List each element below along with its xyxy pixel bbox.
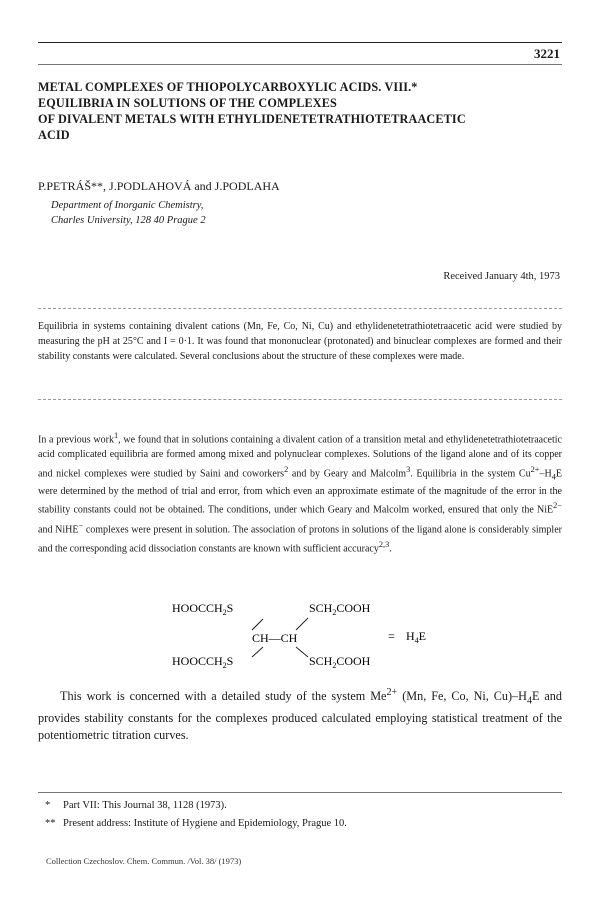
affiliation-line: Charles University, 128 40 Prague 2 <box>51 214 206 226</box>
abstract: Equilibria in systems containing divalent cations (Mn, Fe, Co, Ni, Cu) and ethylidenetetrathiotetraacetic acid were studied by measuring the pH at 25°C and I = 0·1. It was found that mononuclear (protonated) and binuclear complexes are formed and their stability constants were calculated. Several conclusions about the structure of these complexes were made. <box>38 321 562 362</box>
equals-sign: = <box>388 629 395 643</box>
footnote <box>45 818 347 829</box>
abstract-bottom-rule <box>38 399 562 400</box>
abstract-top-rule <box>38 308 562 309</box>
header-rule <box>38 64 562 65</box>
bond <box>296 647 308 657</box>
affiliation <box>51 199 206 228</box>
paragraph-2: This work is concerned with a detailed study of the system $Me^{2+}$ (Mn, Fe, Co, Ni, $Cu)-H_4E$ and provides stability constants for the complexes produced calculated employing statistical treatment of the potentiometric titration curves. <box>38 687 562 742</box>
bond <box>252 619 263 630</box>
top-rule <box>38 42 562 43</box>
paragraph-1: In a previous work$^1$, we found that in solutions containing a divalent cation of a transition metal and ethylidenetetrathiotetraacetic acid complicated equilibria are formed among mixed and polynuclear complexes. Solutions of the ligand alone and of its copper and nickel complexes were studied by Saini and coworkers$^2$ and by Geary and Malcolm$^3$. Equilibria in the system $Cu^{2+}-H_4E$ were determined by the method of trial and error, from which even an approximate estimate of the magnitude of the error in the stability constants could not be obtained. The conditions, under which Geary and Malcolm worked, ensured that only the NiE$^{2-}$ and NiHE− complexes were present in solution. The association of protons in solutions of the ligand alone is considerably simpler and the corresponding acid dissociation constants are known with sufficient accuracy$^{2,3}$. <box>38 431 562 554</box>
footnote-text: Present address: Institute of Hygiene and Epidemiology, Prague 10. <box>63 818 347 829</box>
group-top-right: $SCH_2COOH$ <box>309 601 371 617</box>
group-top-left: $HOOCCH_2S$ <box>172 601 234 617</box>
central-chain: CH—CH <box>252 631 298 645</box>
title-line: METAL COMPLEXES OF THIOPOLYCARBOXYLIC ACIDS. VIII.* <box>38 80 418 94</box>
affiliation-line: Department of Inorganic Chemistry, <box>51 200 204 211</box>
footnote-mark: ** <box>45 818 56 829</box>
footnote <box>45 800 227 811</box>
title-line: OF DIVALENT METALS WITH ETHYLIDENETETRATHIOTETRAACETIC <box>38 112 466 126</box>
title-line: ACID <box>38 128 70 142</box>
bond <box>252 647 263 657</box>
article-title <box>38 79 562 143</box>
group-bottom-right: $SCH_2COOH$ <box>309 654 371 670</box>
ligand-structure <box>150 596 470 676</box>
page-number: 3221 <box>534 46 560 61</box>
group-bottom-left: $HOOCCH_2S$ <box>172 654 234 670</box>
title-line: EQUILIBRIA IN SOLUTIONS OF THE COMPLEXES <box>38 96 337 110</box>
ligand-symbol: $H_4E$ <box>406 629 427 645</box>
footnote-mark: * <box>45 800 51 811</box>
footnote-rule <box>38 792 562 793</box>
received-date: Received January 4th, 1973 <box>443 271 560 282</box>
journal-footer: Collection Czechoslov. Chem. Commun. /Vol. 38/ (1973) <box>46 856 242 866</box>
bond <box>296 618 308 630</box>
authors: P.PETRÁŠ**, J.PODLAHOVÁ and J.PODLAHA <box>38 179 280 193</box>
footnote-text: Part VII: This Journal 38, 1128 (1973). <box>63 800 227 811</box>
